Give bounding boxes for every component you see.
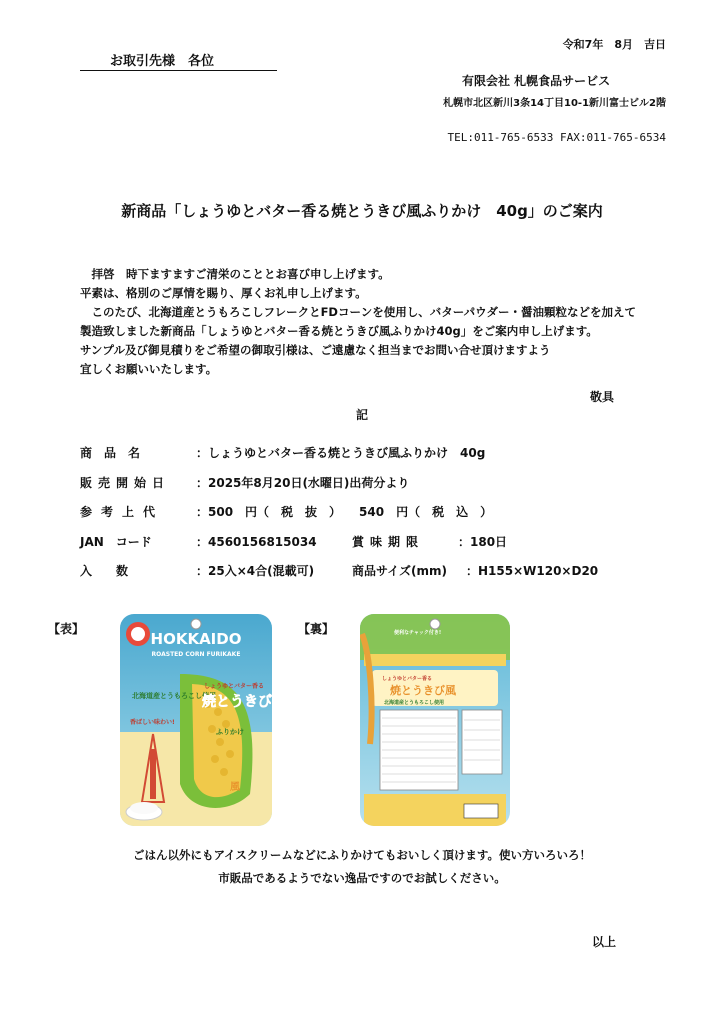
recipient: お取引先様 各位 bbox=[110, 54, 215, 69]
body-line: このたび、北海道産とうもろこしフレークとFDコーンを使用し、バターパウダー・醤油顆粒などを加えて bbox=[80, 305, 637, 319]
spec-size-label: 商品サイズ(mm) bbox=[352, 564, 448, 578]
spec-expiry-label: 賞味期限 bbox=[352, 535, 425, 549]
body-line: 宜しくお願いいたします。 bbox=[80, 362, 218, 376]
spec-size-value: ：H155×W120×D20 bbox=[466, 564, 599, 578]
ki-heading: 記 bbox=[356, 408, 369, 422]
letter-date: 令和7年 8月 吉日 bbox=[562, 38, 666, 51]
body-line: 製造致しました新商品「しょうゆとバター香る焼とうきび風ふりかけ40g」をご案内申し上げます。 bbox=[80, 324, 598, 338]
footer-line-2: 市販品であるようでない逸品ですのでお試しください。 bbox=[218, 871, 506, 885]
front-kaze: 風 bbox=[230, 782, 240, 793]
front-sub: しょうゆとバター香る bbox=[204, 683, 265, 690]
back-sub: しょうゆとバター香る bbox=[382, 676, 433, 682]
front-subbrand: ROASTED CORN FURIKAKE bbox=[151, 651, 241, 658]
spec-jan-label: JAN コード bbox=[80, 535, 152, 549]
letter-body bbox=[80, 265, 680, 379]
footer-line-1: ごはん以外にもアイスクリームなどにふりかけてもおいしく頂けます。使い方いろいろ！ bbox=[133, 848, 591, 862]
spec-qty-label: 入 数 bbox=[80, 564, 129, 578]
spec-release-label: 販売開始日 bbox=[80, 476, 171, 490]
body-line: 拝啓 時下ますますご清栄のこととお喜び申し上げます。 bbox=[80, 267, 390, 281]
spec-release-value: ：2025年8月20日(水曜日)出荷分より bbox=[196, 476, 410, 490]
spec-jan-value: ：4560156815034 bbox=[196, 535, 317, 549]
front-brand: HOKKAIDO bbox=[150, 630, 242, 648]
spec-qty-value: ：25入×4合(混載可) bbox=[196, 564, 315, 578]
back-region: 北海道産とうもろこし使用 bbox=[384, 700, 445, 706]
company-contact: TEL:011-765-6533 FAX:011-765-6534 bbox=[447, 131, 666, 144]
back-title: 焼とうきび風 bbox=[390, 684, 456, 697]
back-label: 【裏】 bbox=[298, 622, 335, 636]
front-label: 【表】 bbox=[48, 622, 85, 636]
spec-price-value: ：500 円（ 税 抜 ） 540 円（ 税 込 ） bbox=[196, 505, 493, 519]
company-name: 有限会社 札幌食品サービス bbox=[462, 74, 611, 88]
closing: 敬具 bbox=[589, 390, 614, 404]
spec-price-label: 参考上代 bbox=[80, 505, 165, 519]
spec-product-name-value: ：しょうゆとバター香る焼とうきび風ふりかけ 40g bbox=[196, 446, 486, 460]
front-type: ふりかけ bbox=[216, 728, 244, 736]
recipient-underline bbox=[80, 70, 277, 71]
front-tagline: 香ばしい味わい! bbox=[130, 719, 175, 726]
body-line: 平素は、格別のご厚情を賜り、厚くお礼申し上げます。 bbox=[80, 286, 367, 300]
page-title: 新商品「しょうゆとバター香る焼とうきび風ふりかけ 40g」のご案内 bbox=[121, 202, 603, 220]
front-package-art bbox=[120, 614, 272, 826]
spec-product-name-label: 商 品 名 bbox=[80, 446, 141, 460]
front-main: 焼とうきび bbox=[202, 694, 272, 710]
spec-expiry-value: ：180日 bbox=[458, 535, 508, 549]
front-region: 北海道産とうもろこし使用 bbox=[132, 692, 216, 700]
back-package-art bbox=[360, 614, 510, 826]
back-package-image bbox=[360, 614, 510, 826]
body-line: サンプル及び御見積りをご希望の御取引様は、ご遠慮なく担当までお問い合せ頂けますよう bbox=[80, 343, 551, 357]
front-package-image bbox=[120, 614, 272, 826]
back-badge: 便利なチャック付き! bbox=[394, 630, 442, 636]
company-address: 札幌市北区新川3条14丁目10-1新川富士ビル2階 bbox=[443, 98, 666, 109]
ending: 以上 bbox=[591, 935, 616, 949]
